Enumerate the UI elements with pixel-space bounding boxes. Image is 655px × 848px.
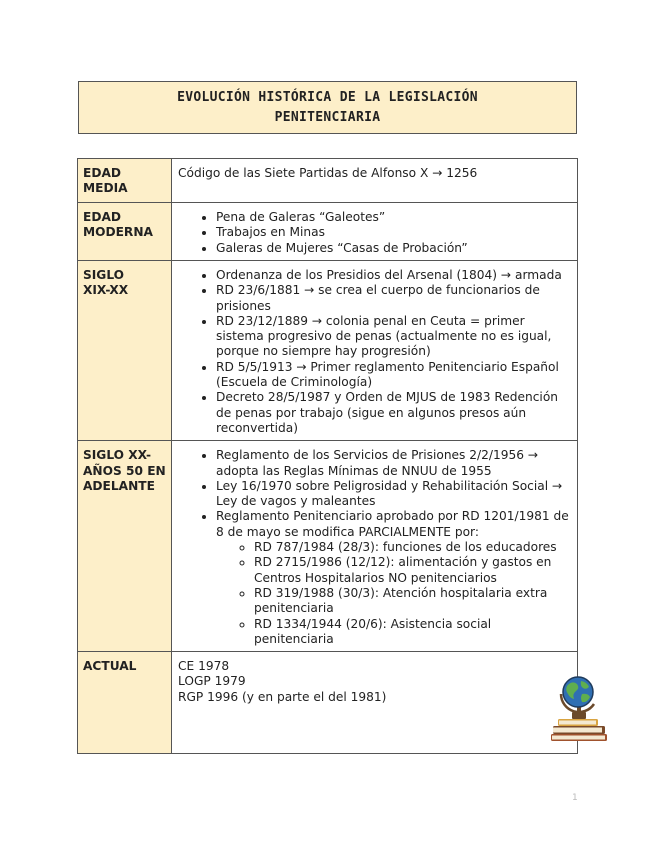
row-label-actual: ACTUAL bbox=[78, 652, 172, 754]
row-label-siglo-xx: SIGLO XX- AÑOS 50 EN ADELANTE bbox=[78, 441, 172, 652]
table-row bbox=[78, 441, 578, 652]
list-item: • RD 5/5/1913 → Primer reglamento Penitenciario Español (Escuela de Criminología) bbox=[216, 360, 572, 391]
list-item: • Pena de Galeras “Galeotes” bbox=[216, 210, 572, 225]
document-title bbox=[78, 81, 577, 134]
list-item: • Reglamento de los Servicios de Prisiones 2/2/1956 → adopta las Reglas Mínimas de NNUU de 1955 bbox=[216, 448, 572, 479]
title-line-1: EVOLUCIÓN HISTÓRICA DE LA LEGISLACIÓN bbox=[177, 89, 478, 105]
sub-list-item: ◦ RD 2715/1986 (12/12): alimentación y gastos en Centros Hospitalarios NO penitenciarios bbox=[254, 555, 572, 586]
row-label-siglo-xix-xx: SIGLO XIX-XX bbox=[78, 261, 172, 441]
list-item: • Ley 16/1970 sobre Peligrosidad y Rehabilitación Social → Ley de vagos y maleantes bbox=[216, 479, 572, 510]
list-item: • Reglamento Penitenciario aprobado por RD 1201/1981 de 8 de mayo se modifica PARCIALMENTE por: ◦ RD 787/1984 (28/3): funciones de los educadores ◦ RD 2715/1986 (12/12): alimentación y gastos en Centros Hospitalarios NO penitenciarios ◦ RD 319/1988 (30/3): Atención hospitalaria extra penitenciaria ◦ RD 1334/1944 (20/6): Asistencia social penitenciaria bbox=[216, 509, 572, 647]
page-number: 1 bbox=[572, 793, 578, 803]
row-content-siglo-xx bbox=[172, 441, 578, 652]
list-item: • Galeras de Mujeres “Casas de Probación” bbox=[216, 241, 572, 256]
list-item: • RD 23/6/1881 → se crea el cuerpo de funcionarios de prisiones bbox=[216, 283, 572, 314]
row-label-edad-moderna: EDAD MODERNA bbox=[78, 203, 172, 261]
table-row bbox=[78, 261, 578, 441]
table-row bbox=[78, 652, 578, 754]
row-content-siglo-xix-xx bbox=[172, 261, 578, 441]
sub-list-item: ◦ RD 1334/1944 (20/6): Asistencia social penitenciaria bbox=[254, 617, 572, 648]
list-item: • Decreto 28/5/1987 y Orden de MJUS de 1983 Redención de penas por trabajo (sigue en algunos presos aún reconvertida) bbox=[216, 390, 572, 436]
list-item: • Trabajos en Minas bbox=[216, 225, 572, 240]
sub-list-item: ◦ RD 787/1984 (28/3): funciones de los educadores bbox=[254, 540, 572, 555]
history-table bbox=[77, 158, 578, 754]
row-content-actual: CE 1978 LOGP 1979 RGP 1996 (y en parte el del 1981) bbox=[172, 652, 578, 754]
sub-list-item: ◦ RD 319/1988 (30/3): Atención hospitalaria extra penitenciaria bbox=[254, 586, 572, 617]
title-line-2: PENITENCIARIA bbox=[274, 109, 381, 125]
globe-on-books-icon bbox=[550, 674, 608, 742]
row-label-edad-media: EDAD MEDIA bbox=[78, 159, 172, 203]
table-row bbox=[78, 159, 578, 203]
list-item: • Ordenanza de los Presidios del Arsenal (1804) → armada bbox=[216, 268, 572, 283]
table-row bbox=[78, 203, 578, 261]
list-item: • RD 23/12/1889 → colonia penal en Ceuta = primer sistema progresivo de penas (actualmente no es igual, porque no siempre hay progresión) bbox=[216, 314, 572, 360]
row-content-edad-moderna bbox=[172, 203, 578, 261]
row-content-edad-media: Código de las Siete Partidas de Alfonso X → 1256 bbox=[172, 159, 578, 203]
